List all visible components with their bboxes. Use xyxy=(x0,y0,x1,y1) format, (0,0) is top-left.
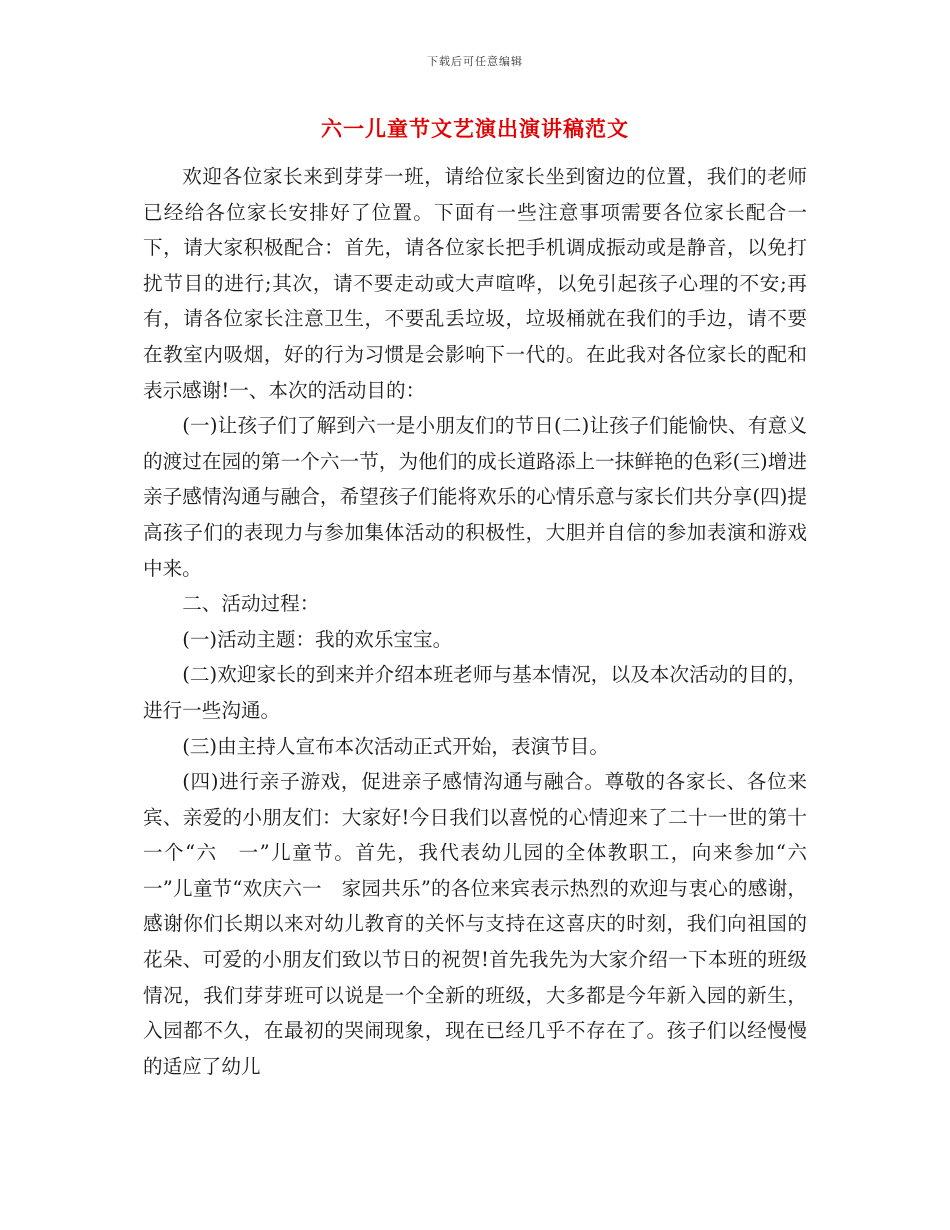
page-header-note: 下载后可任意编辑 xyxy=(427,55,523,68)
paragraph: 欢迎各位家长来到芽芽一班，请给位家长坐到窗边的位置，我们的老师已经给各位家长安排好了位置。下面有一些注意事项需要各位家长配合一下，请大家积极配合：首先，请各位家长把手机调成振动或是静音，以免打扰节目的进行;其次，请不要走动或大声喧哗，以免引起孩子心理的不安;再有，请各位家长注意卫生，不要乱丢垃圾，垃圾桶就在我们的手边，请不要在教室内吸烟，好的行为习惯是会影响下一代的。在此我对各位家长的配和表示感谢!一、本次的活动目的： xyxy=(143,165,807,402)
document-title: 六一儿童节文艺演出演讲稿范文 xyxy=(321,117,629,141)
paragraph: (一)活动主题：我的欢乐宝宝。 xyxy=(182,627,453,651)
document-body xyxy=(143,159,807,1084)
paragraph: (三)由主持人宣布本次活动正式开始，表演节目。 xyxy=(182,734,609,758)
paragraph: 二、活动过程： xyxy=(182,592,320,616)
paragraph: (二)欢迎家长的到来并介绍本班老师与基本情况，以及本次活动的目的，进行一些沟通。 xyxy=(143,663,807,722)
paragraph: (一)让孩子们了解到六一是小朋友们的节日(二)让孩子们能愉快、有意义的渡过在园的第一个六一节，为他们的成长道路添上一抹鲜艳的色彩(三)增进亲子感情沟通与融合，希望孩子们能将欢乐的心情乐意与家长们共分享(四)提高孩子们的表现力与参加集体活动的积极性，大胆并自信的参加表演和游戏中来。 xyxy=(143,414,807,580)
paragraph: (四)进行亲子游戏，促进亲子感情沟通与融合。尊敬的各家长、各位来宾、亲爱的小朋友们：大家好!今日我们以喜悦的心情迎来了二十一世的第十一个“六 一”儿童节。首先，我代表幼儿园的全体教职工，向来参加“六一”儿童节“欢庆六一 家园共乐”的各位来宾表示热烈的欢迎与衷心的感谢，感谢你们长期以来对幼儿教育的关怀与支持在这喜庆的时刻，我们向祖国的花朵、可爱的小朋友们致以节日的祝贺!首先我先为大家介绍一下本班的班级情况，我们芽芽班可以说是一个全新的班级，大多都是今年新入园的新生，入园都不久，在最初的哭闹现象，现在已经几乎不存在了。孩子们以经慢慢的适应了幼儿 xyxy=(143,770,807,1078)
